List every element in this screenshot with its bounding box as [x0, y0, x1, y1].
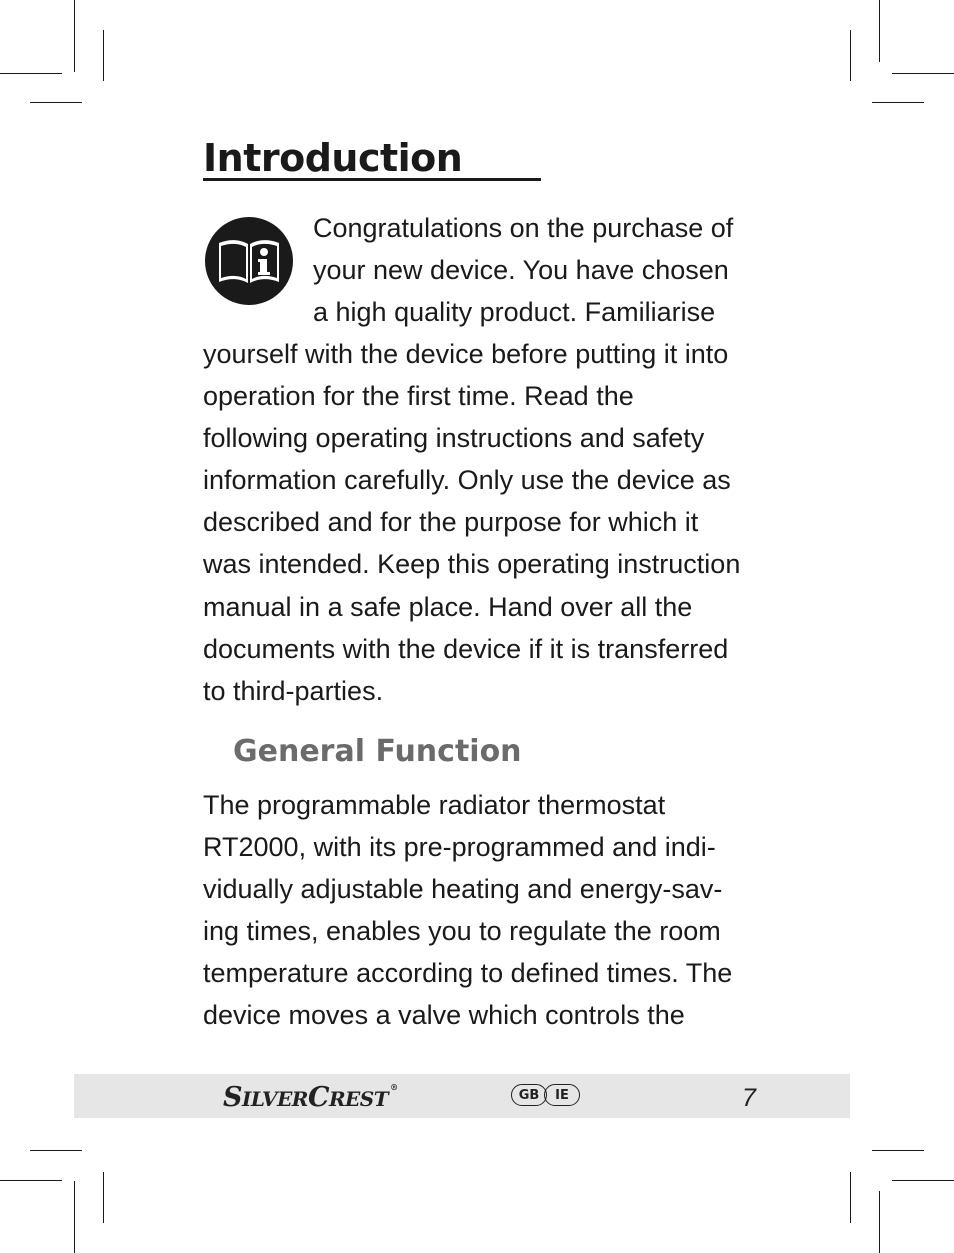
- language-badge-ie: IE: [544, 1084, 580, 1106]
- text-line: was intended. Keep this operating instruction: [203, 549, 741, 580]
- brand-logo: [223, 1082, 398, 1113]
- text-line: Congratulations on the purchase of: [313, 213, 734, 243]
- crop-mark: [0, 1180, 62, 1181]
- text-line: information carefully. Only use the device as: [203, 465, 731, 496]
- language-badge-gb: GB: [511, 1084, 547, 1106]
- crop-mark: [872, 1150, 924, 1151]
- crop-mark: [74, 0, 75, 72]
- brand-letter: C: [307, 1082, 329, 1113]
- text-line: a high quality product. Familiarise: [313, 297, 716, 328]
- intro-paragraph-body: [203, 333, 740, 712]
- crop-mark: [892, 1180, 954, 1181]
- text-line: to third-parties.: [203, 675, 384, 706]
- text-line: vidually adjustable heating and energy-sav-: [203, 874, 723, 905]
- text-line: your new device. You have chosen: [313, 255, 729, 286]
- intro-paragraph-top: [313, 207, 733, 333]
- text-line: documents with the device if it is transferred: [203, 633, 729, 664]
- crop-mark: [30, 1150, 82, 1151]
- general-function-paragraph: [203, 784, 732, 1037]
- crop-mark: [892, 73, 954, 74]
- text-line: device moves a valve which controls the: [203, 1000, 685, 1031]
- crop-mark: [879, 1191, 880, 1253]
- info-manual-icon: [205, 217, 293, 305]
- crop-mark: [850, 1172, 851, 1223]
- crop-mark: [872, 102, 924, 103]
- crop-mark: [879, 0, 880, 62]
- text-line: The programmable radiator thermostat: [203, 790, 666, 820]
- brand-letters: REST: [328, 1087, 389, 1111]
- registered-mark: ®: [390, 1082, 398, 1092]
- crop-mark: [30, 102, 82, 103]
- text-line: described and for the purpose for which it: [203, 507, 699, 538]
- page-footer: [74, 1074, 850, 1118]
- text-line: manual in a safe place. Hand over all the: [203, 591, 693, 622]
- crop-mark: [74, 1181, 75, 1253]
- subsection-title-general-function: General Function: [233, 734, 522, 769]
- brand-letter: S: [223, 1082, 242, 1113]
- crop-mark: [103, 30, 104, 81]
- text-line: ing times, enables you to regulate the room: [203, 916, 721, 947]
- text-line: following operating instructions and safety: [203, 423, 705, 454]
- text-line: RT2000, with its pre-programmed and indi-: [203, 832, 716, 863]
- crop-mark: [850, 30, 851, 81]
- page-number: 7: [742, 1084, 756, 1112]
- brand-letters: ILVER: [242, 1087, 308, 1111]
- crop-mark: [0, 73, 62, 74]
- text-line: yourself with the device before putting it into: [203, 339, 729, 369]
- text-line: operation for the first time. Read the: [203, 381, 634, 412]
- text-line: temperature according to defined times. The: [203, 958, 733, 989]
- section-title-text: Introduction: [203, 136, 463, 180]
- crop-mark: [103, 1172, 104, 1223]
- section-title-introduction: [203, 136, 541, 181]
